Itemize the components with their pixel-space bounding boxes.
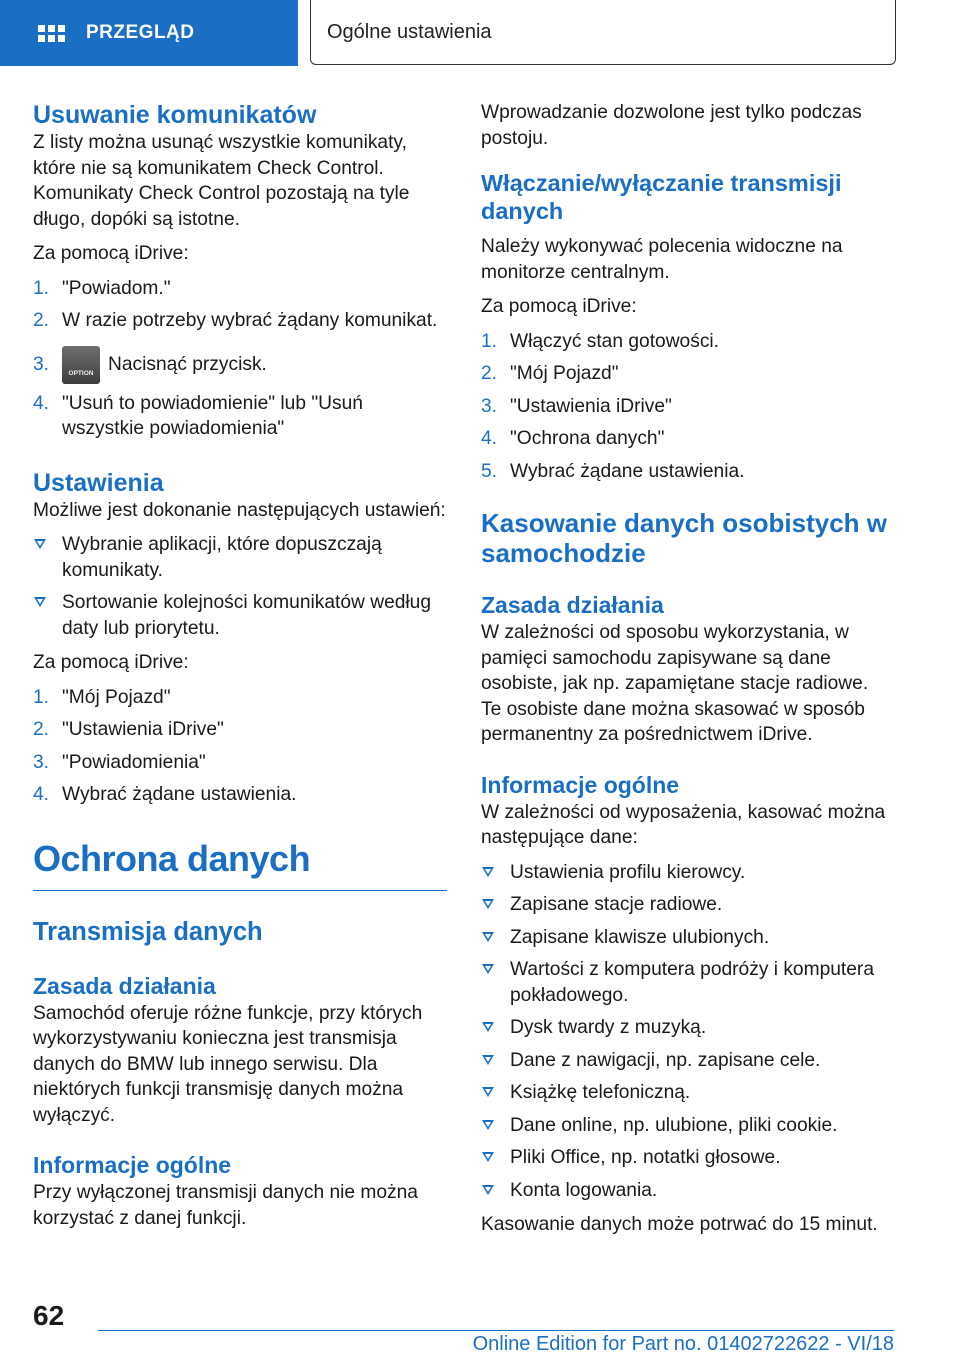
list-item — [481, 426, 891, 452]
bullet-text: Dane online, np. ulubione, pliki cookie. — [510, 1114, 838, 1136]
steps-remove-list — [33, 276, 447, 442]
list-item — [33, 308, 447, 334]
grid-menu-icon — [38, 21, 66, 45]
heading-data-privacy: Ochrona danych — [33, 837, 311, 879]
bullet-triangle-icon — [482, 1152, 494, 1162]
privacy-section-header — [33, 838, 447, 891]
bullet-text: Zapisane stacje radiowe. — [510, 894, 723, 915]
paragraph-general-info: W zależności od wyposażenia, kasować można następujące dane: — [481, 801, 886, 848]
list-item — [481, 394, 891, 420]
bullet-triangle-icon — [482, 932, 494, 942]
bullet-triangle-icon — [482, 1087, 494, 1097]
heading-remove-messages: Usuwanie komunikatów — [33, 101, 317, 129]
step-text: "Ustawienia iDrive" — [62, 719, 224, 740]
list-item — [33, 750, 447, 776]
bullet-triangle-icon — [482, 1022, 494, 1032]
heading-general-info: Informacje ogólne — [481, 771, 680, 798]
heading-data-transmission: Transmisja danych — [33, 917, 263, 946]
list-item — [481, 1113, 891, 1139]
list-item — [481, 329, 891, 355]
step-number: 1. — [481, 330, 498, 352]
paragraph-principle: W zależności od sposobu wykorzystania, w pamięci samochodu zapisywane są dane osobiste, jak np. zapamiętane stacje radiowe. Te osobiste dane można skasować w sposób permanentny za pośrednictwem iDrive. — [481, 622, 869, 745]
list-item — [481, 1015, 891, 1041]
bullet-triangle-icon — [482, 1055, 494, 1065]
step-number: 1. — [33, 686, 50, 708]
list-item — [33, 532, 447, 583]
paragraph-general-info: Przy wyłączonej transmisji danych nie można korzystać z danej funkcji. — [33, 1182, 418, 1229]
step-number: 1. — [33, 277, 50, 299]
paragraph-toggle: Należy wykonywać polecenia widoczne na monitorze centralnym. — [481, 236, 843, 283]
overview-tab-label: PRZEGLĄD — [86, 22, 195, 43]
list-item — [481, 361, 891, 387]
footer-divider — [98, 1330, 894, 1331]
bullet-text: Pliki Office, np. notatki głosowe. — [510, 1147, 781, 1168]
paragraph-settings: Możliwe jest dokonanie następujących ustawień: — [33, 499, 446, 521]
paragraph-remove-messages: Z listy można usunąć wszystkie komunikaty, które nie są komunikatem Check Control. Komunikaty Check Control pozostają na tyle długo, dopóki są istotne. — [33, 132, 410, 230]
bullet-triangle-icon — [34, 539, 46, 549]
step-text: "Ustawienia iDrive" — [510, 395, 672, 417]
list-item — [481, 459, 891, 485]
right-column — [481, 100, 891, 1238]
paragraph-principle: Samochód oferuje różne funkcje, przy których wykorzystywaniu konieczna jest transmisja danych do BMW lub innego serwisu. Dla niektórych funkcji transmisję danych można wyłączyć. — [33, 1002, 423, 1126]
list-item — [33, 346, 447, 384]
list-item — [481, 892, 891, 918]
bullet-triangle-icon — [482, 867, 494, 877]
settings-bullet-list — [33, 532, 447, 641]
bullet-text: Zapisane klawisze ulubionych. — [510, 926, 770, 948]
bullet-text: Dane z nawigacji, np. zapisane cele. — [510, 1049, 821, 1071]
overview-tab[interactable] — [0, 0, 298, 66]
bullet-text: Wartości z komputera podróży i komputera pokładowego. — [510, 959, 874, 1006]
idrive-intro: Za pomocą iDrive: — [481, 296, 637, 317]
option-button-label: OPTION — [68, 369, 94, 377]
step-number: 4. — [33, 784, 50, 805]
steps-settings-list — [33, 685, 447, 808]
idrive-intro: Za pomocą iDrive: — [33, 652, 189, 673]
step-number: 2. — [33, 310, 50, 331]
list-item — [481, 957, 891, 1008]
step-text: Wybrać żądane ustawienia. — [510, 460, 745, 482]
list-item — [33, 717, 447, 743]
bullet-text: Dysk twardy z muzyką. — [510, 1017, 707, 1038]
step-text: Nacisnąć przycisk. — [108, 353, 267, 375]
list-item — [481, 860, 891, 886]
step-text: "Powiadom." — [62, 277, 171, 299]
step-number: 4. — [481, 428, 498, 449]
section-title: Ogólne ustawienia — [327, 20, 492, 43]
heading-general-info: Informacje ogólne — [33, 1152, 232, 1178]
step-text: W razie potrzeby wybrać żądany komunikat. — [62, 310, 438, 331]
page-number: 62 — [33, 1300, 65, 1331]
bullet-triangle-icon — [34, 597, 46, 607]
list-item — [481, 1145, 891, 1171]
list-item — [33, 782, 447, 808]
step-text: "Powiadomienia" — [62, 751, 206, 773]
step-number: 2. — [33, 719, 50, 740]
bullet-triangle-icon — [482, 1185, 494, 1195]
idrive-intro: Za pomocą iDrive: — [33, 243, 189, 264]
list-item — [33, 276, 447, 302]
step-number: 2. — [481, 363, 498, 384]
heading-delete-personal-data: Kasowanie danych osobistych w samochodzie — [481, 508, 887, 568]
list-item — [481, 1178, 891, 1204]
step-text: "Mój Pojazd" — [510, 363, 619, 384]
heading-principle: Zasada działania — [33, 972, 216, 999]
page-header — [0, 0, 960, 66]
bullet-triangle-icon — [482, 964, 494, 974]
bullet-text: Wybranie aplikacji, które dopuszczają komunikaty. — [62, 534, 382, 581]
bullet-triangle-icon — [482, 1120, 494, 1130]
heading-toggle-transmission: Włączanie/wyłączanie transmisji danych — [481, 170, 842, 224]
step-number: 3. — [33, 751, 50, 773]
left-column — [33, 100, 447, 1231]
list-item — [33, 685, 447, 711]
deletable-data-list — [481, 860, 891, 1204]
steps-toggle-list — [481, 329, 891, 485]
step-number: 3. — [481, 395, 498, 417]
paragraph-intro: Wprowadzanie dozwolone jest tylko podczas postoju. — [481, 102, 862, 149]
step-text: "Mój Pojazd" — [62, 686, 171, 708]
bullet-text: Książkę telefoniczną. — [510, 1082, 691, 1103]
heading-settings: Ustawienia — [33, 468, 164, 497]
step-text: "Usuń to powiadomienie" lub "Usuń wszystkie powiadomienia" — [62, 392, 363, 439]
bullet-triangle-icon — [482, 899, 494, 909]
bullet-text: Sortowanie kolejności komunikatów według daty lub priorytetu. — [62, 592, 432, 639]
step-text: Włączyć stan gotowości. — [510, 330, 720, 352]
paragraph-duration: Kasowanie danych może potrwać do 15 minut. — [481, 1214, 878, 1235]
step-number: 4. — [33, 392, 50, 414]
step-text: "Ochrona danych" — [510, 428, 665, 449]
bullet-text: Ustawienia profilu kierowcy. — [510, 861, 746, 883]
step-text: Wybrać żądane ustawienia. — [62, 784, 297, 805]
section-divider — [33, 890, 447, 891]
step-number: 5. — [481, 460, 498, 482]
list-item — [33, 590, 447, 641]
bullet-text: Konta logowania. — [510, 1179, 658, 1201]
list-item — [481, 1080, 891, 1106]
heading-principle: Zasada działania — [481, 592, 664, 618]
section-tab[interactable] — [310, 0, 896, 65]
list-item — [481, 1048, 891, 1074]
edition-info: Online Edition for Part no. 01402722622 - VI/18 — [472, 1333, 894, 1355]
step-number: 3. — [33, 353, 50, 375]
list-item — [481, 925, 891, 951]
list-item — [33, 391, 447, 442]
option-button-icon — [62, 346, 100, 384]
